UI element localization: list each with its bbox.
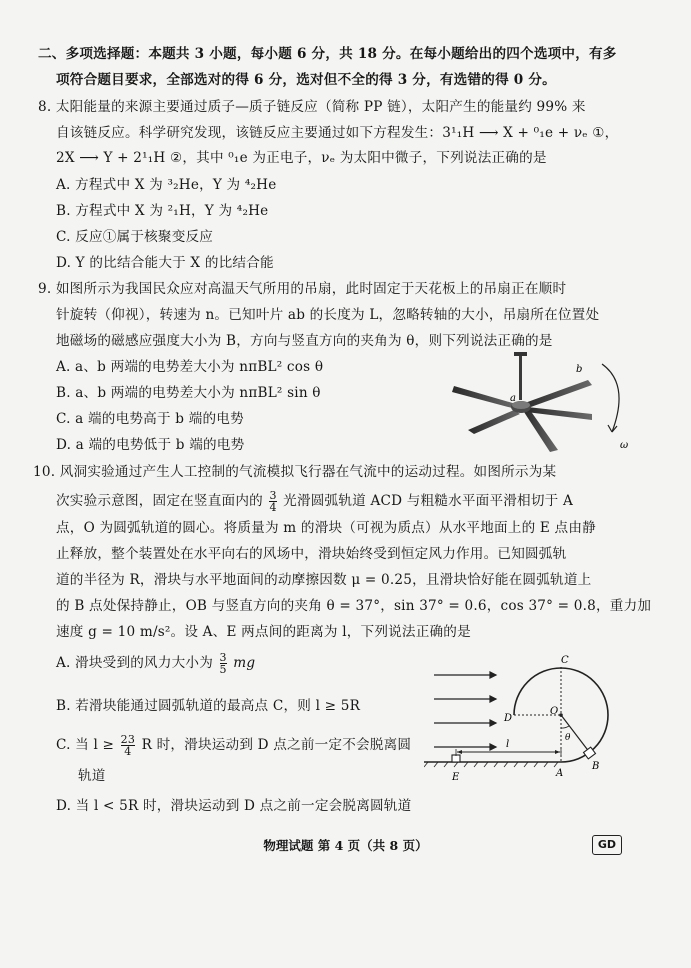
fan-blade-front-left: [468, 410, 520, 434]
label-l: l: [506, 739, 510, 750]
fan-blade-left: [452, 386, 516, 408]
q8-option-a: A. 方程式中 X 为 ³₂He，Y 为 ⁴₂He: [56, 177, 277, 193]
q10-stem-line6: 的 B 点处保持静止，OB 与竖直方向的夹角 θ = 37°，sin 37° = 0.6，cos 37° = 0.8，重力加: [56, 598, 652, 614]
q9-stem-line3: 地磁场的磁感应强度大小为 B，方向与竖直方向的夹角为 θ，则下列说法正确的是: [56, 333, 553, 349]
fan-canopy: [514, 352, 527, 356]
circular-track-figure: [424, 652, 630, 792]
fraction-three-fifths: $\frac{3}{5}$: [219, 651, 227, 676]
q8-option-d: D. Y 的比结合能大于 X 的比结合能: [56, 255, 274, 271]
label-B: B: [592, 761, 600, 772]
q10-stem-line4: 止释放，整个装置处在水平向右的风场中，滑块始终受到恒定风力作用。已知圆弧轨: [56, 546, 567, 562]
fan-downrod: [519, 354, 522, 400]
q8-stem-line2: 自该链反应。科学研究发现，该链反应主要通过如下方程发生：3¹₁H ⟶ X + ⁰₁e + νₑ ①，: [56, 125, 619, 141]
q8-option-b: B. 方程式中 X 为 ²₁H，Y 为 ⁴₂He: [56, 203, 269, 219]
q8-option-c: C. 反应①属于核聚变反应: [56, 229, 214, 245]
section-heading-line2: 项符合题目要求，全部选对的得 6 分，选对但不全的得 3 分，有选错的得 0 分。: [56, 72, 556, 88]
q10-stem-line5: 道的半径为 R，滑块与水平地面间的动摩擦因数 μ = 0.25，且滑块恰好能在圆弧轨道上: [56, 572, 592, 588]
fan-blade-ab: [522, 380, 592, 408]
fan-label-b: b: [576, 364, 583, 375]
center-O-dot: [559, 713, 563, 717]
q10-option-a: A. 滑块受到的风力大小为 $\frac{3}{5}$ mg: [56, 651, 256, 676]
fan-blade-front: [524, 410, 558, 452]
label-O: O: [550, 706, 559, 717]
label-theta: θ: [565, 733, 571, 743]
fan-label-omega: ω: [620, 440, 629, 451]
q9-stem-line2: 针旋转（仰视），转速为 n。已知叶片 ab 的长度为 L，忽略转轴的大小，吊扇所在位置处: [56, 307, 600, 323]
section-heading-line1: 二、多项选择题：本题共 3 小题，每小题 6 分，共 18 分。在每小题给出的四个选项中，有多: [38, 46, 617, 62]
q9-option-b: B. a、b 两端的电势差大小为 nπBL² sin θ: [56, 385, 321, 401]
page-footer: 物理试题 第 4 页（共 8 页）: [263, 838, 428, 853]
q9-option-a: A. a、b 两端的电势差大小为 nπBL² cos θ: [56, 359, 324, 375]
q9-option-d: D. a 端的电势低于 b 端的电势: [56, 437, 245, 453]
fraction-23-over-4: $\frac{23}{4}$: [120, 733, 136, 758]
q10-option-c-line2: 轨道: [78, 768, 106, 784]
ground-hatching: [424, 762, 558, 767]
ceiling-fan-figure: [452, 352, 642, 464]
label-A: A: [556, 768, 564, 779]
fraction-three-quarters: $\frac{3}{4}$: [269, 489, 277, 514]
q10-option-b: B. 若滑块能通过圆弧轨道的最高点 C，则 l ≥ 5R: [56, 698, 361, 714]
label-C: C: [561, 655, 569, 666]
q10-stem-line2: 次实验示意图，固定在竖直面内的 $\frac{3}{4}$ 光滑圆弧轨道 ACD 与粗糙水平面平滑相切于 A: [56, 489, 573, 514]
q8-stem-line3: 2X ⟶ Y + 2¹₁H ②，其中 ⁰₁e 为正电子，νₑ 为太阳中微子，下列说法正确的是: [56, 150, 547, 166]
q10-option-c: C. 当 l ≥ $\frac{23}{4}$ R 时，滑块运动到 D 点之前一定不会脱离圆: [56, 733, 412, 758]
wind-arrows: [434, 672, 496, 750]
fan-blade-right: [526, 407, 592, 420]
region-badge: GD: [592, 835, 622, 855]
q10-option-d: D. 当 l < 5R 时，滑块运动到 D 点之前一定会脱离圆轨道: [56, 798, 412, 814]
q9-option-c: C. a 端的电势高于 b 端的电势: [56, 411, 244, 427]
slider-block-at-E: [452, 755, 460, 762]
q10-stem-line1: 10. 风洞实验通过产生人工控制的气流模拟飞行器在气流中的运动过程。如图所示为某: [33, 464, 557, 480]
label-E: E: [452, 772, 460, 783]
q10-stem-line3: 点，O 为圆弧轨道的圆心。将质量为 m 的滑块（可视为质点）从水平地面上的 E 点由静: [56, 520, 596, 536]
rotation-arrow-icon: [602, 364, 619, 432]
fan-label-a: a: [510, 393, 516, 404]
q8-stem-line1: 8. 太阳能量的来源主要通过质子—质子链反应（简称 PP 链），太阳产生的能量约 99% 来: [38, 99, 586, 115]
q10-stem-line7: 速度 g = 10 m/s²。设 A、E 两点间的距离为 l，下列说法正确的是: [56, 624, 471, 640]
label-D: D: [504, 713, 513, 724]
q9-stem-line1: 9. 如图所示为我国民众应对高温天气所用的吊扇，此时固定于天花板上的吊扇正在顺时: [38, 281, 567, 297]
